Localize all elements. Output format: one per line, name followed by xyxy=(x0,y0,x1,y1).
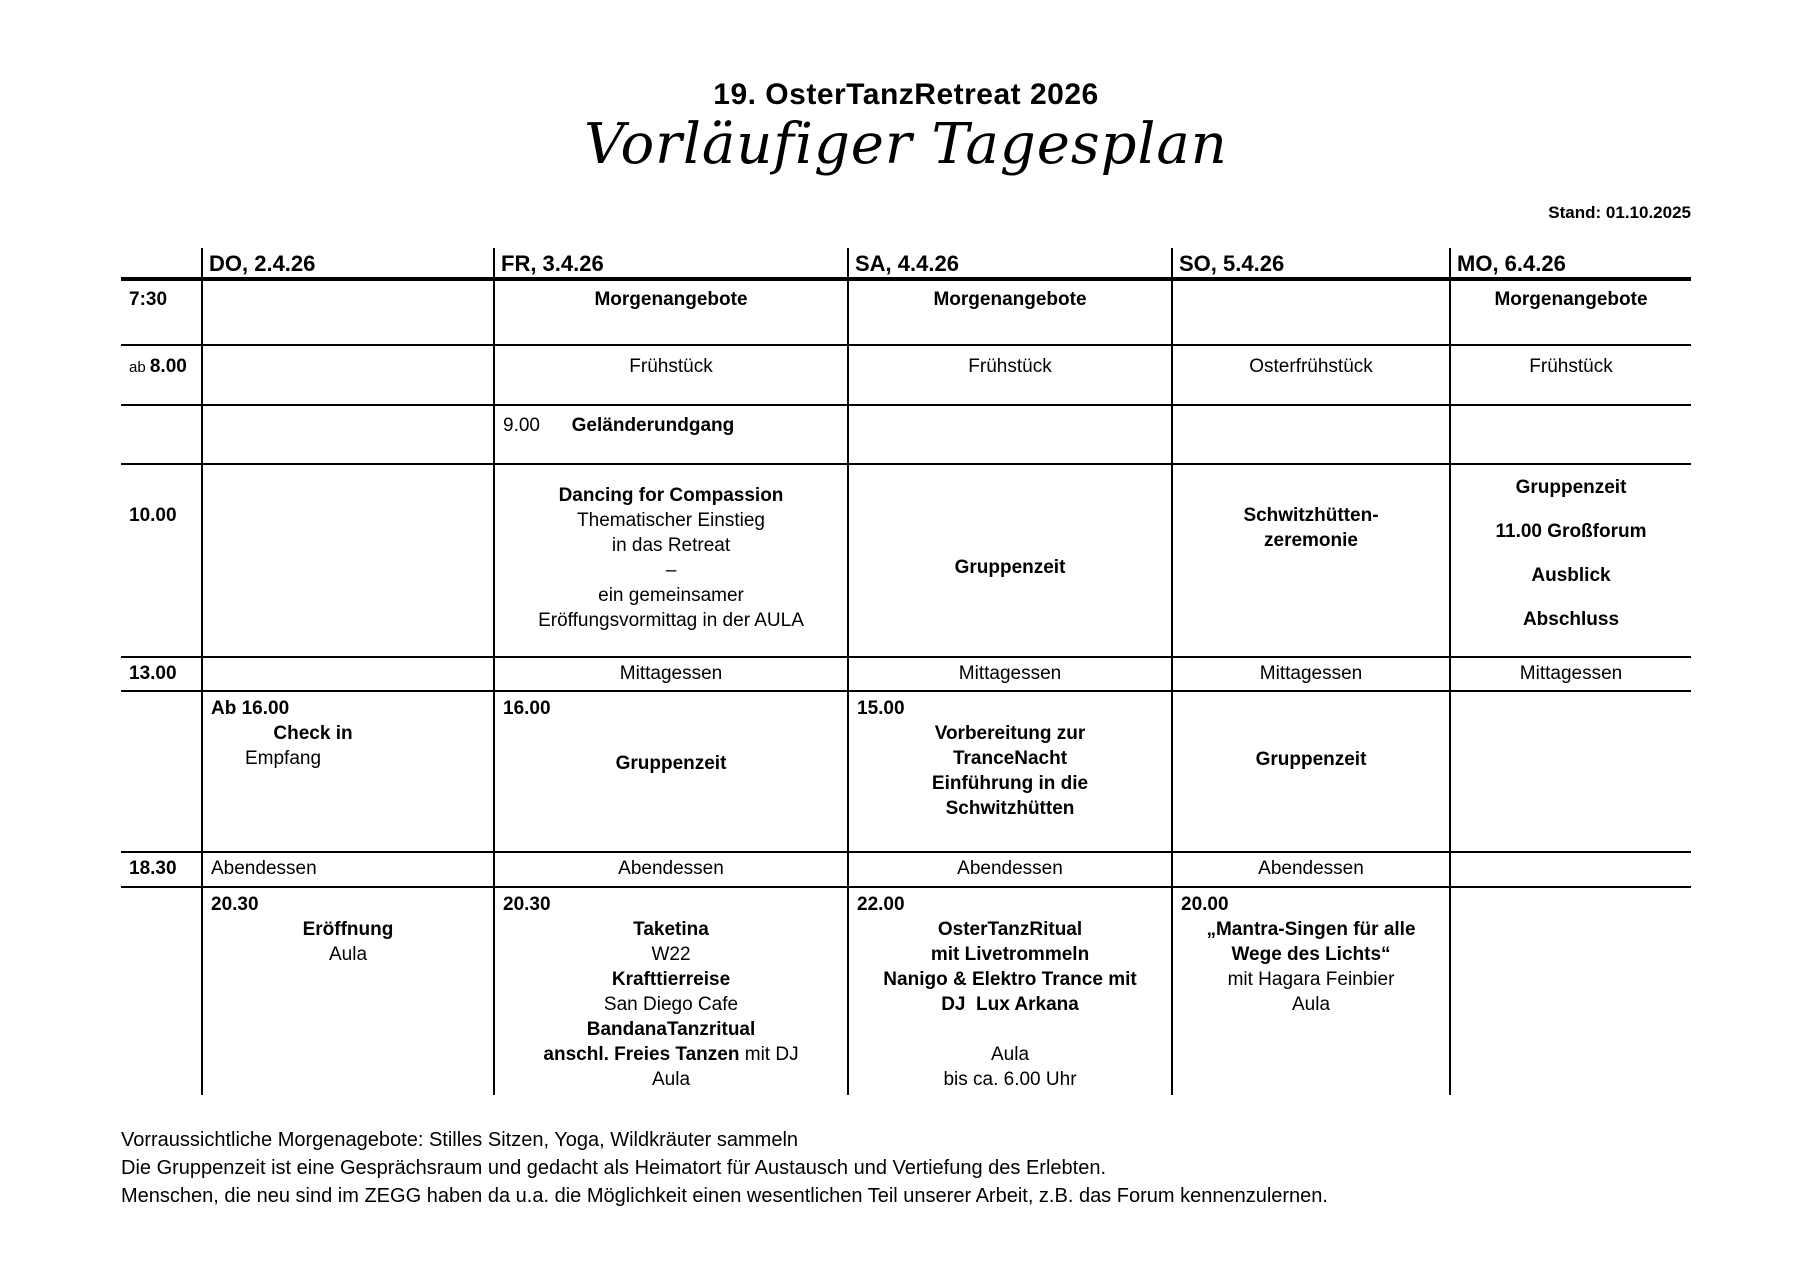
cell-time-abendessen xyxy=(121,853,203,888)
schedule-text-line: Eröffungsvormittag in der AULA xyxy=(538,610,804,631)
schedule-text-line: Aula xyxy=(990,1044,1030,1065)
page-title: 19. OsterTanzRetreat 2026 xyxy=(713,78,1099,111)
schedule-text-line: Taketina xyxy=(633,919,709,940)
schedule-text-line: Gruppenzeit xyxy=(1255,749,1367,770)
cell-so-mittagessen xyxy=(1173,658,1451,692)
schedule-text-line: Osterfrühstück xyxy=(1249,356,1373,377)
cell-mo-mittagessen xyxy=(1451,658,1691,692)
cell-time-vormittag-10-00 xyxy=(121,465,203,658)
cell-mo-morgenangebote xyxy=(1451,281,1691,346)
schedule-text-line: 20.30 xyxy=(211,894,259,915)
schedule-text-line: 11.00 Großforum xyxy=(1495,521,1647,542)
header-do: DO, 2.4.26 xyxy=(203,248,495,281)
cell-sa-abendessen xyxy=(849,853,1173,888)
header-time xyxy=(121,248,203,281)
cell-so-nachmittag xyxy=(1173,692,1451,853)
schedule-text-line: Morgenangebote xyxy=(594,289,748,310)
cell-do-vormittag-10-00 xyxy=(203,465,495,658)
header-mo: MO, 6.4.26 xyxy=(1451,248,1691,281)
schedule-text-line: Morgenangebote xyxy=(1494,289,1648,310)
cell-sa-mittagessen xyxy=(849,658,1173,692)
cell-do-gelaenderundgang xyxy=(203,406,495,465)
schedule-text-line: TranceNacht xyxy=(952,748,1068,769)
schedule-text-line: W22 xyxy=(651,944,691,965)
schedule-text-line: Gruppenzeit xyxy=(1515,477,1627,498)
cell-fr-abend xyxy=(495,888,849,1095)
header-sa: SA, 4.4.26 xyxy=(849,248,1173,281)
cell-so-gelaenderundgang xyxy=(1173,406,1451,465)
schedule-text-line: Thematischer Einstieg xyxy=(577,510,765,531)
schedule-text-line: 22.00 xyxy=(857,894,905,915)
cell-sa-morgenangebote xyxy=(849,281,1173,346)
schedule-text-line: San Diego Cafe xyxy=(603,994,739,1015)
schedule-text-line: Abendessen xyxy=(1258,858,1364,879)
cell-fr-fruehstueck xyxy=(495,346,849,406)
schedule-text-line: Aula xyxy=(328,944,368,965)
schedule-text-line: Krafttierreise xyxy=(611,969,731,990)
schedule-text-line: ein gemeinsamer xyxy=(598,585,744,606)
schedule-text-line: OsterTanzRitual xyxy=(937,919,1083,940)
schedule-text-line: Empfang xyxy=(244,748,322,769)
schedule-text-line: BandanaTanzritual xyxy=(586,1019,756,1040)
schedule-text-line: mit Hagara Feinbier xyxy=(1227,969,1395,990)
cell-mo-abend xyxy=(1451,888,1691,1095)
schedule-text-line: Check in xyxy=(273,723,353,744)
schedule-text-line: 9.00 Geländerundgang xyxy=(503,415,735,436)
schedule-text-line: 15.00 xyxy=(857,698,905,719)
schedule-text-line: Abendessen xyxy=(211,858,317,879)
cell-sa-vormittag-10-00 xyxy=(849,465,1173,658)
cell-time-fruehstueck xyxy=(121,346,203,406)
schedule-text-line: Einführung in die xyxy=(931,773,1089,794)
cell-fr-abendessen xyxy=(495,853,849,888)
header-so: SO, 5.4.26 xyxy=(1173,248,1451,281)
cell-sa-fruehstueck xyxy=(849,346,1173,406)
header-fr: FR, 3.4.26 xyxy=(495,248,849,281)
schedule-text-line: in das Retreat xyxy=(611,535,731,556)
cell-fr-mittagessen xyxy=(495,658,849,692)
cell-time-morgenangebote xyxy=(121,281,203,346)
schedule-text-line: Nanigo & Elektro Trance mit xyxy=(883,969,1137,990)
schedule-text-line: bis ca. 6.00 Uhr xyxy=(943,1069,1077,1090)
cell-time-abend xyxy=(121,888,203,1095)
cell-so-vormittag-10-00 xyxy=(1173,465,1451,658)
cell-do-fruehstueck xyxy=(203,346,495,406)
cell-time-mittagessen xyxy=(121,658,203,692)
cell-fr-nachmittag xyxy=(495,692,849,853)
cell-fr-vormittag-10-00 xyxy=(495,465,849,658)
schedule-text-line: – xyxy=(665,560,677,581)
schedule-text-line: Aula xyxy=(651,1069,691,1090)
schedule-text-line: Frühstück xyxy=(1529,356,1613,377)
cell-so-fruehstueck xyxy=(1173,346,1451,406)
schedule-text-line: Schwitzhütten- xyxy=(1243,505,1379,526)
schedule-text-line: 20.30 xyxy=(503,894,551,915)
cell-time-nachmittag xyxy=(121,692,203,853)
cell-so-morgenangebote xyxy=(1173,281,1451,346)
cell-do-abendessen xyxy=(203,853,495,888)
schedule-text-line: Aula xyxy=(1291,994,1331,1015)
cell-sa-nachmittag xyxy=(849,692,1173,853)
schedule-text-line: Abendessen xyxy=(957,858,1063,879)
schedule-text-line: Abschluss xyxy=(1522,609,1620,630)
schedule-text-line: Vorbereitung zur xyxy=(934,723,1086,744)
schedule-text-line: anschl. Freies Tanzen mit DJ xyxy=(543,1044,799,1065)
schedule-text-line: mit Livetrommeln xyxy=(930,944,1090,965)
schedule-text-line: 16.00 xyxy=(503,698,551,719)
schedule-text-line: Eröffnung xyxy=(302,919,394,940)
schedule-text-line: Mittagessen xyxy=(619,663,723,684)
cell-time-gelaenderundgang xyxy=(121,406,203,465)
schedule-text-line: 10.00 xyxy=(129,505,177,526)
schedule-text-line: Mittagessen xyxy=(958,663,1062,684)
schedule-text-line: Dancing for Compassion xyxy=(558,485,784,506)
schedule-text-line: Schwitzhütten xyxy=(945,798,1075,819)
page-subtitle: Vorläufiger Tagesplan xyxy=(584,112,1228,177)
schedule-text-line: Wege des Lichts“ xyxy=(1231,944,1391,965)
schedule-text-line: zeremonie xyxy=(1264,530,1358,551)
footer-line-2: Die Gruppenzeit ist eine Gesprächsraum und gedacht als Heimatort für Austausch und Vertiefung des Erlebten. xyxy=(121,1157,1106,1179)
schedule-text-line xyxy=(849,1017,1171,1042)
cell-so-abendessen xyxy=(1173,853,1451,888)
schedule-text-line: 20.00 xyxy=(1181,894,1229,915)
schedule-text-line: Mittagessen xyxy=(1259,663,1363,684)
cell-mo-abendessen xyxy=(1451,853,1691,888)
cell-mo-vormittag-10-00 xyxy=(1451,465,1691,658)
schedule-text-line: Morgenangebote xyxy=(933,289,1087,310)
cell-do-abend xyxy=(203,888,495,1095)
schedule-text-line: Ab 16.00 xyxy=(211,698,290,719)
schedule-text-line: ab 8.00 xyxy=(129,356,187,377)
schedule-text-line: Ausblick xyxy=(1531,565,1611,586)
cell-mo-nachmittag xyxy=(1451,692,1691,853)
schedule-text-line: 13.00 xyxy=(129,663,177,684)
footer-notes xyxy=(121,1126,1781,1210)
schedule-text-line: Gruppenzeit xyxy=(954,557,1066,578)
footer-line-1: Vorraussichtliche Morgenagebote: Stilles Sitzen, Yoga, Wildkräuter sammeln xyxy=(121,1129,799,1151)
schedule-text-line: Abendessen xyxy=(618,858,724,879)
cell-fr-gelaenderundgang xyxy=(495,406,849,465)
cell-do-morgenangebote xyxy=(203,281,495,346)
cell-do-mittagessen xyxy=(203,658,495,692)
cell-do-nachmittag xyxy=(203,692,495,853)
schedule-text-line: Gruppenzeit xyxy=(615,753,727,774)
schedule-text-line: 18.30 xyxy=(129,858,177,879)
cell-fr-morgenangebote xyxy=(495,281,849,346)
schedule-table xyxy=(121,248,1691,1095)
cell-mo-fruehstueck xyxy=(1451,346,1691,406)
cell-so-abend xyxy=(1173,888,1451,1095)
cell-sa-gelaenderundgang xyxy=(849,406,1173,465)
schedule-text-line: Frühstück xyxy=(629,356,713,377)
cell-mo-gelaenderundgang xyxy=(1451,406,1691,465)
schedule-text-line: Mittagessen xyxy=(1519,663,1623,684)
schedule-text-line: 7:30 xyxy=(129,289,168,310)
cell-sa-abend xyxy=(849,888,1173,1095)
footer-line-3: Menschen, die neu sind im ZEGG haben da u.a. die Möglichkeit einen wesentlichen Teil unserer Arbeit, z.B. das Forum kennenzulernen. xyxy=(121,1185,1328,1207)
schedule-text-line: „Mantra-Singen für alle xyxy=(1206,919,1416,940)
stand-date: Stand: 01.10.2025 xyxy=(1548,203,1691,222)
schedule-text-line: DJ Lux Arkana xyxy=(941,994,1079,1015)
schedule-text-line: Frühstück xyxy=(968,356,1052,377)
